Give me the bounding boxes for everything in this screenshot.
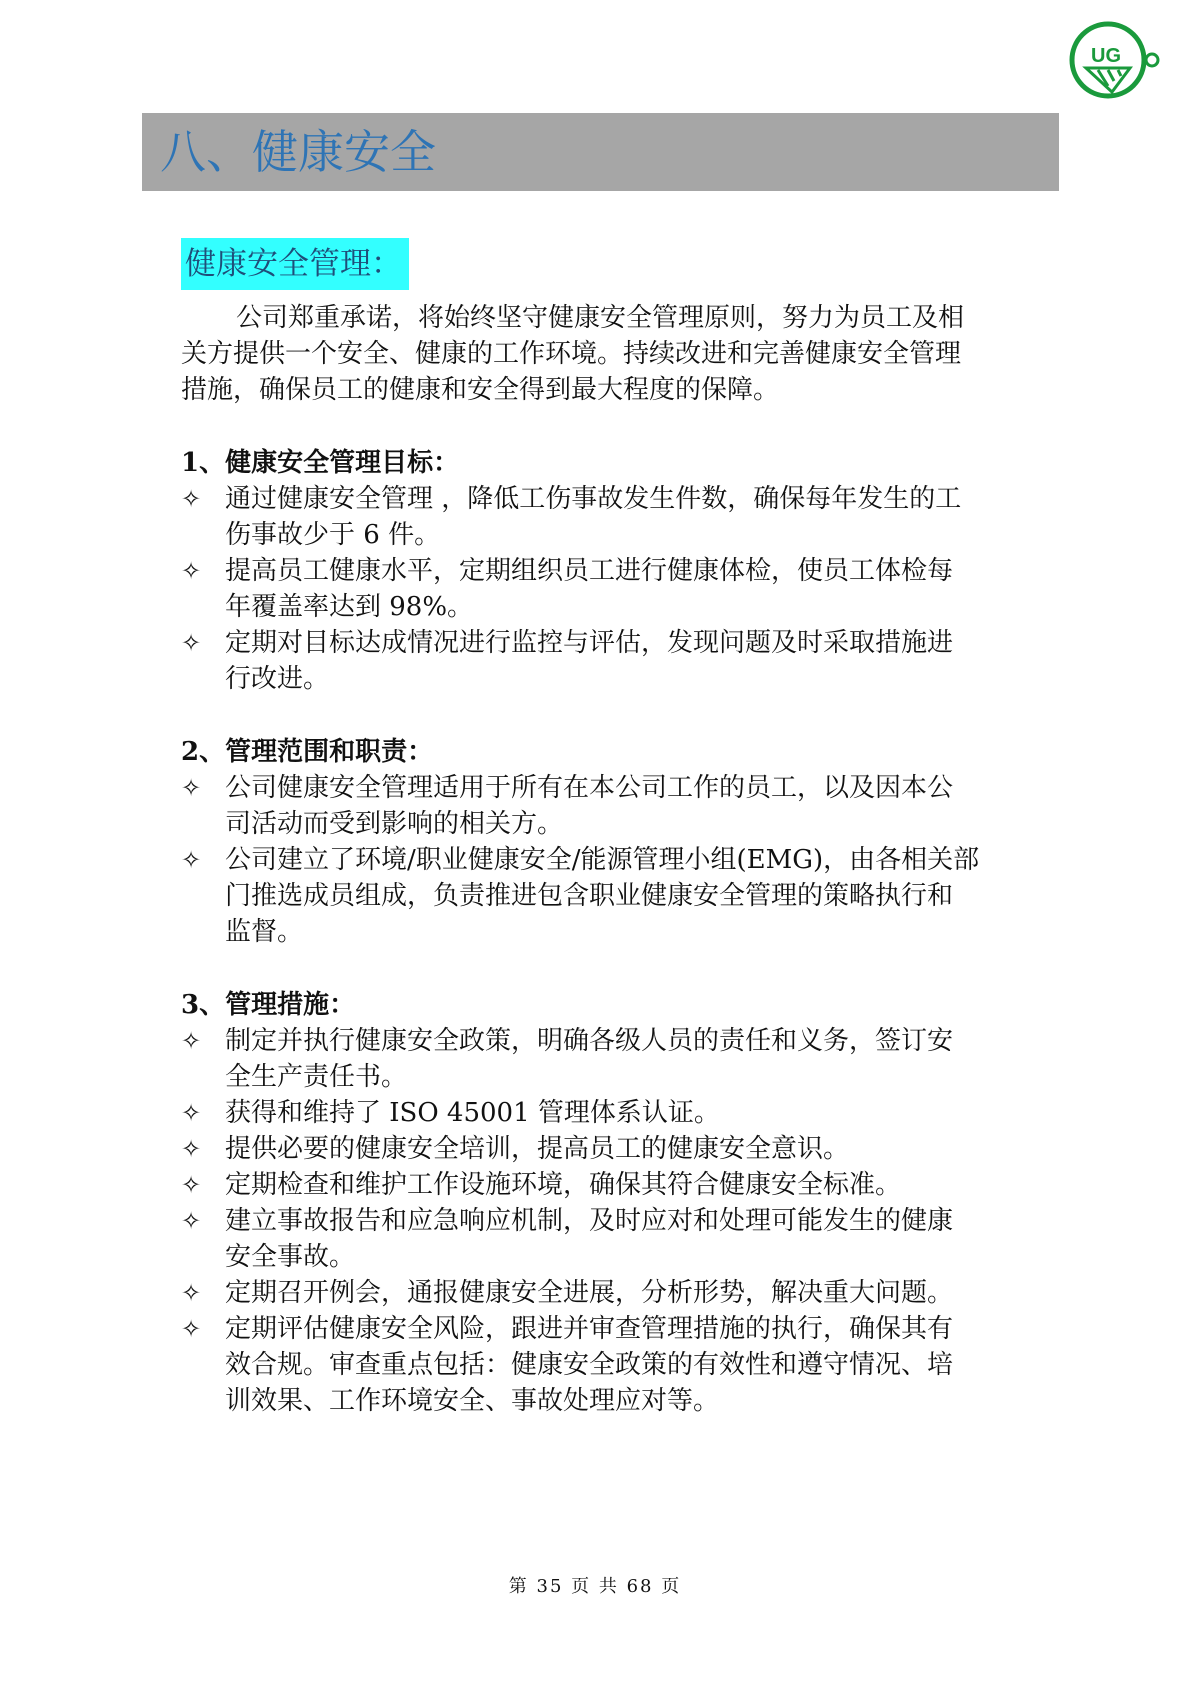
goals-list <box>181 481 1031 697</box>
list-item <box>181 1203 1031 1275</box>
list-item <box>181 842 1031 950</box>
item-line: 训效果、工作环境安全、事故处理应对等。 <box>225 1386 720 1416</box>
item-line: 伤事故少于 6 件。 <box>225 520 441 550</box>
list-item <box>181 553 1031 625</box>
intro-line: 公司郑重承诺，将始终坚守健康安全管理原则，努力为员工及相 <box>236 303 965 333</box>
item-line: 提供必要的健康安全培训，提高员工的健康安全意识。 <box>225 1134 850 1164</box>
list-item <box>181 1095 1031 1131</box>
item-line: 门推选成员组成，负责推进包含职业健康安全管理的策略执行和 <box>225 881 954 911</box>
item-line: 制定并执行健康安全政策，明确各级人员的责任和义务，签订安 <box>225 1026 954 1056</box>
item-line: 公司建立了环境/职业健康安全/能源管理小组(EMG)，由各相关部 <box>225 845 980 875</box>
list-item <box>181 625 1031 697</box>
list-item <box>181 1131 1031 1167</box>
page-number: 第 35 页 共 68 页 <box>508 1576 682 1597</box>
bullet-icon: ✧ <box>181 1207 202 1235</box>
item-line: 定期召开例会，通报健康安全进展，分析形势，解决重大问题。 <box>225 1278 954 1308</box>
item-line: 公司健康安全管理适用于所有在本公司工作的员工，以及因本公 <box>225 773 954 803</box>
item-line: 定期评估健康安全风险，跟进并审查管理措施的执行，确保其有 <box>225 1314 954 1344</box>
bullet-icon: ✧ <box>181 629 202 657</box>
scope-list <box>181 770 1031 950</box>
list-item <box>181 1023 1031 1095</box>
item-line: 司活动而受到影响的相关方。 <box>225 809 564 839</box>
bullet-icon: ✧ <box>181 1315 202 1343</box>
item-line: 年覆盖率达到 98%。 <box>225 592 474 622</box>
section-heading: 健康安全管理： <box>181 238 409 290</box>
list-item <box>181 481 1031 553</box>
item-line: 通过健康安全管理 ，降低工伤事故发生件数，确保每年发生的工 <box>225 484 962 514</box>
bullet-icon: ✧ <box>181 1171 202 1199</box>
list-item <box>181 1311 1031 1419</box>
chapter-banner <box>142 113 1059 191</box>
ug-logo-icon <box>1068 18 1160 102</box>
bullet-icon: ✧ <box>181 557 202 585</box>
item-line: 效合规。审查重点包括：健康安全政策的有效性和遵守情况、培 <box>225 1350 954 1380</box>
bullet-icon: ✧ <box>181 846 202 874</box>
item-line: 定期对目标达成情况进行监控与评估，发现问题及时采取措施进 <box>225 628 954 658</box>
list-item <box>181 1167 1031 1203</box>
item-line: 获得和维持了 ISO 45001 管理体系认证。 <box>225 1098 720 1128</box>
measures-list <box>181 1023 1031 1419</box>
item-line: 监督。 <box>225 917 304 947</box>
list-item <box>181 1275 1031 1311</box>
list-item <box>181 770 1031 842</box>
bullet-icon: ✧ <box>181 1279 202 1307</box>
section-title-goals: 1、健康安全管理目标： <box>181 448 460 478</box>
bullet-icon: ✧ <box>181 1135 202 1163</box>
chapter-title: 八、健康安全 <box>160 125 436 179</box>
item-line: 定期检查和维护工作设施环境，确保其符合健康安全标准。 <box>225 1170 902 1200</box>
item-line: 行改进。 <box>225 664 330 694</box>
item-line: 提高员工健康水平，定期组织员工进行健康体检，使员工体检每 <box>225 556 954 586</box>
item-line: 安全事故。 <box>225 1242 356 1272</box>
bullet-icon: ✧ <box>181 1027 202 1055</box>
section-title-measures: 3、管理措施： <box>181 990 356 1020</box>
bullet-icon: ✧ <box>181 485 202 513</box>
logo-text: UG <box>1091 45 1121 67</box>
bullet-icon: ✧ <box>181 1099 202 1127</box>
item-line: 全生产责任书。 <box>225 1062 408 1092</box>
intro-line: 措施，确保员工的健康和安全得到最大程度的保障。 <box>181 375 780 405</box>
bullet-icon: ✧ <box>181 774 202 802</box>
intro-paragraph <box>181 300 1021 408</box>
section-title-scope: 2、管理范围和职责： <box>181 737 434 767</box>
item-line: 建立事故报告和应急响应机制，及时应对和处理可能发生的健康 <box>225 1206 954 1236</box>
intro-line: 关方提供一个安全、健康的工作环境。持续改进和完善健康安全管理 <box>181 339 962 369</box>
